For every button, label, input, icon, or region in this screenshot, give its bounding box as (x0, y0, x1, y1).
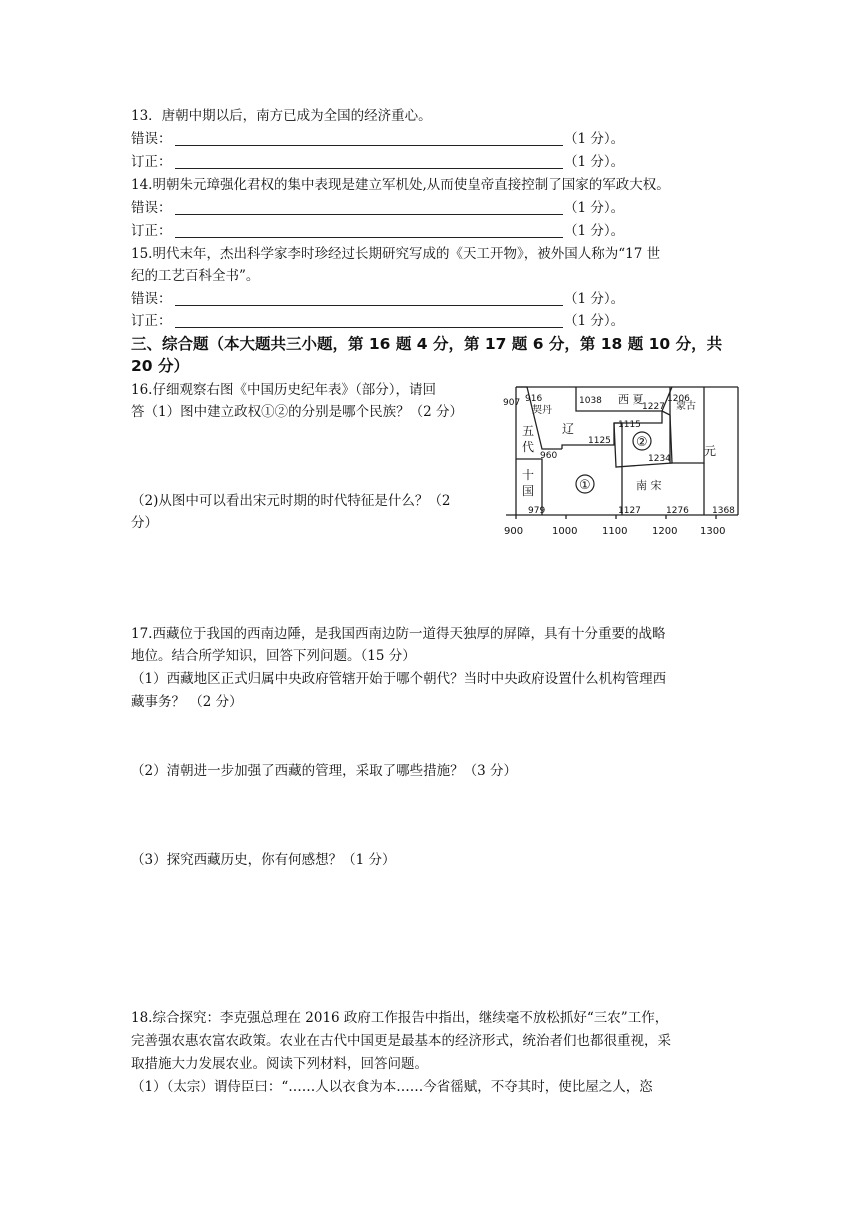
q16-line-1: 16.仔细观察右图《中国历史纪年表》（部分），请回 (131, 382, 436, 398)
q17-intro-line-2: 地位。结合所学知识，回答下列问题。（15 分） (131, 648, 416, 664)
correction-label: 订正： (131, 223, 172, 239)
label-qidan: 契丹 (532, 405, 552, 416)
correction-label: 订正： (131, 154, 172, 170)
year-1127: 1127 (618, 506, 641, 516)
error-label: 错误： (131, 291, 172, 307)
label-xixia: 西 夏 (618, 393, 644, 406)
year-1125: 1125 (588, 436, 611, 446)
points-label: （1 分）。 (564, 313, 625, 329)
label-wudai-1: 五 (522, 424, 535, 438)
points-label: （1 分）。 (564, 223, 625, 239)
year-907: 907 (503, 398, 521, 408)
label-nansong: 南 宋 (636, 479, 662, 492)
q17-part1-line-1: （1）西藏地区正式归属中央政府管辖开始于哪个朝代？当时中央政府设置什么机构管理西 (131, 671, 667, 687)
chronology-chart (494, 383, 750, 545)
label-circle-2: ② (636, 435, 648, 450)
year-1206: 1206 (667, 394, 690, 404)
year-1227: 1227 (642, 402, 665, 412)
answer-blank[interactable] (175, 145, 563, 146)
q14-error-field[interactable] (131, 198, 751, 218)
points-label: （1 分）。 (564, 291, 625, 307)
error-label: 错误： (131, 200, 172, 216)
axis-tick-1300: 1300 (700, 526, 726, 537)
label-circle-1: ① (579, 478, 591, 493)
label-liao: 辽 (562, 422, 575, 436)
q18-line-1: 18.综合探究：李克强总理在 2016 政府工作报告中指出，继续毫不放松抓好“三农”工作， (131, 1010, 669, 1026)
q15-statement-line-1: 15.明代末年，杰出科学家李时珍经过长期研究写成的《天工开物》，被外国人称为“17 世 (131, 246, 661, 262)
label-mongol: 蒙古 (676, 401, 696, 412)
q18-line-4: （1）（太宗）谓侍臣曰：“……人以衣食为本……今省徭赋，不夺其时，使比屋之人，恣 (131, 1079, 653, 1095)
q14-correction-field[interactable] (131, 221, 751, 241)
q17-part1-line-2: 藏事务？ （2 分） (131, 694, 243, 710)
year-1368: 1368 (712, 506, 735, 516)
answer-blank[interactable] (175, 214, 563, 215)
q13-correction-field[interactable] (131, 152, 751, 172)
section-3-heading: 三、综合题（本大题共三小题，第 16 题 4 分，第 17 题 6 分，第 18 题 10 分，共 20 分） (131, 335, 723, 375)
label-shiguo-1: 十 (522, 468, 535, 482)
year-1234: 1234 (648, 454, 671, 464)
answer-blank[interactable] (175, 168, 563, 169)
year-979: 979 (528, 506, 546, 516)
answer-blank[interactable] (175, 237, 563, 238)
points-label: （1 分）。 (564, 131, 625, 147)
q16-part2-line-2: 分） (131, 515, 158, 531)
year-960: 960 (540, 451, 558, 461)
q13-statement: 13．唐朝中期以后，南方已成为全国的经济重心。 (131, 108, 432, 124)
answer-blank[interactable] (175, 305, 563, 306)
points-label: （1 分）。 (564, 200, 625, 216)
year-916: 916 (525, 394, 543, 404)
q16-part2-line-1: （2)从图中可以看出宋元时期的时代特征是什么？（2 (131, 493, 451, 509)
label-yuan: 元 (704, 444, 717, 458)
year-1276: 1276 (666, 506, 689, 516)
axis-tick-900: 900 (504, 526, 524, 537)
label-wudai-2: 代 (522, 440, 535, 454)
year-1038: 1038 (579, 396, 602, 406)
q15-error-field[interactable] (131, 289, 751, 309)
q18-line-3: 取措施大力发展农业。阅读下列材料，回答问题。 (131, 1056, 428, 1072)
year-1115: 1115 (618, 420, 641, 430)
axis-tick-1100: 1100 (602, 526, 628, 537)
correction-label: 订正： (131, 313, 172, 329)
points-label: （1 分）。 (564, 154, 625, 170)
label-shiguo-2: 国 (522, 484, 535, 498)
axis-tick-1000: 1000 (552, 526, 578, 537)
q17-intro-line-1: 17.西藏位于我国的西南边陲，是我国西南边防一道得天独厚的屏障，具有十分重要的战略 (131, 626, 666, 642)
q16-line-2: 答（1）图中建立政权①②的分别是哪个民族？（2 分） (131, 404, 463, 420)
answer-blank[interactable] (175, 327, 563, 328)
axis-tick-1200: 1200 (652, 526, 678, 537)
q17-part3: （3）探究西藏历史，你有何感想？（1 分） (131, 852, 396, 868)
q15-statement-line-2: 纪的工艺百科全书”。 (131, 268, 260, 284)
q18-line-2: 完善强农惠农富农政策。农业在古代中国更是最基本的经济形式，统治者们也都很重视，采 (131, 1033, 671, 1049)
error-label: 错误： (131, 131, 172, 147)
q13-error-field[interactable] (131, 129, 751, 149)
q14-statement: 14.明朝朱元璋强化君权的集中表现是建立军机处,从而使皇帝直接控制了国家的军政大权。 (131, 177, 670, 193)
q17-part2: （2）清朝进一步加强了西藏的管理，采取了哪些措施？（3 分） (131, 763, 517, 779)
q15-correction-field[interactable] (131, 311, 751, 331)
